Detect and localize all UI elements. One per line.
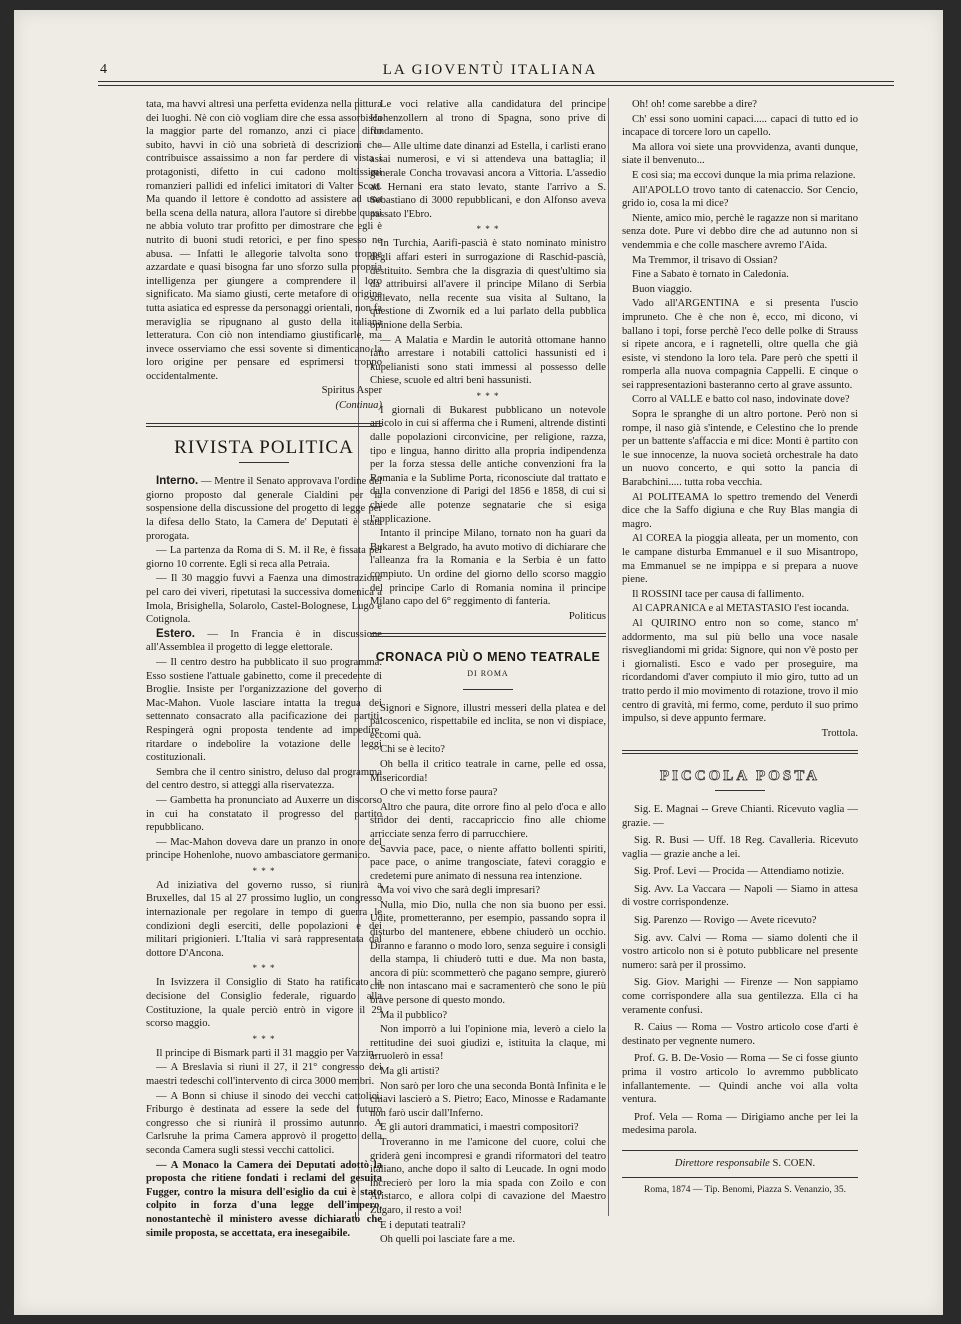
news-paragraph: I giornali di Bukarest pubblicano un notevole articolo in cui si afferma che i Rumeni, altrende distinti dalle popolazioni circonvicine, per religione, razza, tipo e lingua, hanno diritto alla propria indipendenza per la forza stessa delle antiche convenzioni fra la Romania e la Sublime Porta, riconosciute dal trattato e dalla convenzione di Parigi del 1856 e 1858, di cui si chiede alle potenze segnatarie che si esiga l'applicazione. — [370, 404, 606, 525]
chronicle-paragraph: Oh quelli poi lasciate fare a me. — [380, 1234, 516, 1246]
section-title-rivista-politica: RIVISTA POLITICA — [174, 436, 354, 458]
chronicle-paragraph: Nulla, mio Dio, nulla che non sia buono per essi. Udite, prometteranno, per esempio, passando sopra il disturbo del mantenere, ebbene chiuderò un occhio. Diranno e faranno o modo loro, senza seguire i consigli della stampa, li chiuderò tutti e due. Ma non basta, ancora di più: scommetterò che pagano sempre, giurerò che non intascano mai e sacramenterò che sono le più brave persone di questo mondo. — [370, 899, 606, 1007]
masthead-title: LA GIOVENTÙ ITALIANA — [382, 62, 598, 78]
chronicle-paragraph: Non sarò per loro che una seconda Bontà Infinita e le chiavi lascierò a S. Pietro; Eaco, Minosse e Radamante non farò uscir dall'Inferno. — [370, 1080, 606, 1119]
chronicle-paragraph: Al CAPRANICA e al METASTASIO l'est iocanda. — [632, 603, 850, 615]
chronicle-paragraph: Ma gli artisti? — [380, 1066, 440, 1077]
mail-item: Sig. avv. Calvi — Roma — siamo dolenti che il vostro articolo non si è potuto pubblicare nel presente numero: sarà per il prossimo. — [622, 932, 858, 971]
news-paragraph: Intanto il principe Milano, tornato non ha guari da Bukarest a Belgrado, ha avuto motivo di dichiarare che l'alleanza fra la Romania e la Serbia è un fatto compiuto. Un ordine del giorno dello scorso maggio del principe Carlo di Romania nomina il principe Milano capo del 6° reggimento di fanteria. — [370, 528, 606, 608]
mail-item: R. Caius — Roma — Vostro articolo cose d'arti è destinato per vegnente numero. — [622, 1022, 858, 1047]
chronicle-paragraph: Niente, amico mio, perchè le ragazze non si maritano senza dote. Pure vi debbo dire che ad autunno non si vendemmia e che colle maschere avremo l'Aida. — [622, 212, 858, 251]
chronicle-paragraph: All'APOLLO trovo tanto di catenaccio. Sor Cencio, grido io, cosa la mi dice? — [622, 184, 858, 210]
chronicle-paragraph: Oh bella il critico teatrale in carne, pelle ed ossa, Misericordia! — [370, 758, 606, 784]
news-paragraph: — A Breslavia si riunì il 27, il 21° congresso dei maestri tedeschi coll'intervento di circa 3000 membri. — [146, 1062, 382, 1087]
header-rule — [98, 81, 894, 82]
column-2 — [370, 98, 606, 1246]
chronicle-paragraph: Ma il pubblico? — [380, 1009, 448, 1021]
article-paragraph: tata, ma havvi altresì una perfetta evidenza nella pittura dei luoghi. Nè con ciò vogliam dire che essa assorbisca la maggior parte del romanzo, anzi ci piace dirlo subito, havvi in ciò una sobrietà di descrizioni che contribuisce assaissimo a non far perdere di vista i protagonisti, difetto in cui cadono moltissimi romanzieri pallidi ed infelici imitatori di Valter Scott. Ma quando il lettore è condotto ad assistere ad una bella scena della natura, allora l'autore si direbbe quasi ne abbia voluto trar profitto per dimostrare che egli è nutrito di buoni studi retorici, e per fino spesso ne abusa. — Infatti le allegorie talvolta sono troppe azzardate e quasi bisogna far uno sforzo sulla propria intelligenza per giungere a comprendere il loro significato. Ma siamo giusti, certe metafore di origine tutta asiatica ed espresse da personaggi orientali, non fa meraviglia se ripugnano al gusto della italiana letteratura. Con ciò non intendiamo giustificarle, ma invece osserviamo che essi sovente si dimenticano la loro origine per pensare ed esprimersi troppo occidentalmente. — [146, 99, 382, 382]
chronicle-paragraph: Ma voi vivo che sarà degli impresari? — [380, 885, 541, 897]
chronicle-paragraph: Ma Tremmor, il trisavo di Ossian? — [632, 254, 778, 266]
chronicle-paragraph: Buon viaggio. — [632, 283, 693, 295]
column-3 — [622, 98, 858, 1298]
chronicle-paragraph: Oh! oh! come sarebbe a dire? — [632, 99, 758, 110]
chronicle-paragraph: Troveranno in me l'amicone del cuore, colui che griderà geni incompresi e grandi riformatori del teatro italiano, anche dopo il salto di Leucade. In ogni modo increcierò per loro la mia spada con Zoilo e con Aristarco, e allora colpi di cavazione del Maestro Zugaro, il resto a voi! — [370, 1136, 606, 1216]
page-number: 4 — [100, 62, 107, 77]
news-paragraph: — Il centro destro ha pubblicato il suo programma. Esso sostiene l'attuale gabinetto, come il precedente di Broglie. Insiste per l'organizzazione del governo di Mac-Mahon. Vuole lasciare intatta la tregua dei settennato consacrato alla pacificazione dei partiti. Respingerà ogni proposta tendente ad impedire, ritardare o indebolire la votazione delle leggi costituzionali. — [146, 656, 382, 764]
title-rule — [463, 689, 513, 690]
chronicle-paragraph: Chi se è lecito? — [380, 744, 446, 756]
chronicle-paragraph: Fine a Sabato è tornato in Caledonia. — [632, 269, 789, 281]
news-paragraph: — A Bonn si chiuse il sinodo dei vecchi cattolici. Friburgo è destinata ad essere la sede del futuro congresso che si riunirà il prossimo autunno. A Carlsruhe la prima Camera approvò il progetto della seconda Camera sugli stessi vecchi cattolici. — [146, 1090, 382, 1156]
news-paragraph: In Isvizzera il Consiglio di Stato ha ratificato la decisione del Consiglio federale, riguardo alla Costituzione, la quale perciò entrò in vigore il 29 scorso maggio. — [146, 977, 382, 1030]
news-paragraph: — Mac-Mahon doveva dare un pranzo in onore del principe Hohenlohe, nuovo ambasciatore germanico. — [146, 836, 382, 862]
news-paragraph: In Turchia, Aarifi-pascià è stato nominato ministro degli affari esteri in surrogazione di Raschid-pascià, destituito. Sembra che la disgrazia di quest'ultimo sia da attribuirsi all'avere il principe Milano di Serbia sollevato, nella recente sua visita al Sultano, la questione di Zwornik ed a lui parlato della pubblica opinione della Serbia. — [370, 238, 606, 331]
news-paragraph: Interno. — Mentre il Senato approvava l'ordine del giorno proposto dal generale Cialdini per la sospensione della discussione del progetto di legge per la difesa dello Stato, la Camera de' Deputati è stata prorogata. — [146, 475, 382, 542]
section-title-piccola-posta: PICCOLA POSTA — [660, 768, 820, 785]
chronicle-paragraph: Non imporrò a lui l'opinione mia, leverò a cielo la rettitudine dei suoi giudizi e, istituita la claque, mi arruolerò in essa! — [370, 1024, 606, 1063]
footer-rule — [622, 1150, 858, 1151]
chronicle-paragraph: Savvia pace, pace, o niente affatto bollenti spiriti, pace pace, o anime trangosciate, fatevi coraggio e credetemi pure animato di nessuna rea intenzione. — [370, 843, 606, 882]
director-line: Direttore responsabile S. COEN. — [674, 1157, 816, 1169]
article-signature: Politicus — [568, 610, 606, 622]
chronicle-paragraph: Al COREA la pioggia alleata, per un momento, con le campane disturba Emmanuel e il suo Misantropo, ma Emmanuel se ne impippa e si prepara a nuove piene. — [622, 533, 858, 586]
mail-item: Sig. R. Busi — Uff. 18 Reg. Cavalleria. Ricevuto vaglia — grazie anche a lei. — [622, 835, 858, 860]
chronicle-paragraph: Al QUIRINO entro non so come, stanco m' addormento, ma sul più bello una voce nasale risvegliandomi mi grida: Signore, qui non v'è posto per i giornalisti. Esco e vado per proseguire, ma ricordandomi d'aver compiuto il mio giro, tutto ad un tratto perdo il mio movimento di rotazione, trovo il mio centro di gravità, mi fermo, come, perduto il suo primo impulso, si deve appunto fermare. — [622, 617, 858, 725]
interno-lead: Interno. — [156, 475, 199, 488]
news-paragraph: Il principe di Bismark partì il 31 maggio per Varzin. — [156, 1047, 377, 1059]
mail-item: Sig. E. Magnai -- Greve Chianti. Ricevuto vaglia — grazie. — — [622, 803, 858, 829]
chronicle-paragraph: Altro che paura, dite orrore fino al pelo d'oca e allo stridor dei denti, raccapriccio fino alle chiome arricciate senza ferro di parrucchiere. — [370, 801, 606, 840]
column-1 — [146, 98, 382, 1239]
mail-item: Sig. Prof. Levi — Procida — Attendiamo notizie. — [634, 866, 845, 878]
mail-item: Prof. Vela — Roma — Dirigiamo anche per lei la medesima parola. — [622, 1111, 858, 1137]
asterism: * * * — [476, 390, 500, 401]
printer-imprint: Roma, 1874 — Tip. Benomi, Piazza S. Venanzio, 35. — [644, 1184, 846, 1195]
title-rule — [715, 790, 765, 791]
news-paragraph: Sembra che il centro sinistro, deluso dal programma del centro destro, si atteggi alla riservatezza. — [146, 766, 382, 792]
asterism: * * * — [252, 865, 276, 876]
news-paragraph: — A Malatia e Mardin le autorità ottomane hanno fatto arrestare i notabili cattolici hassunisti ed i kupelianisti sono stati immessi al possesso delle Chiese, scuole ed altri beni hassunisti. — [370, 334, 606, 387]
news-paragraph: — A Monaco la Camera dei Deputati adottò la proposta che ritiene fondati i reclami del gesuita Fugger, contro la misura dell'esiglio da cui è stato colpito in forza d'una legge dell'impero, nonostantechè il ministero avesse dichiarato che simile proposta, se accettata, era inesegaibile. — [146, 1159, 382, 1239]
chronicle-paragraph: E così sia; ma eccovi dunque la mia prima relazione. — [632, 169, 856, 181]
news-paragraph: Le voci relative alla candidatura del principe Hohenzollern al trono di Spagna, sono prive di fondamento. — [370, 99, 606, 138]
news-paragraph: — Il 30 maggio fuvvi a Faenza una dimostrazione pel caro dei viveri, ripetutasi la successiva domenica a Imola, Brisighella, Solarolo, Castel-Bolognese, Lugo e Cotignola. — [146, 573, 382, 626]
chronicle-paragraph: E i deputati teatrali? — [380, 1219, 466, 1231]
chronicle-paragraph: Al POLITEAMA lo spettro tremendo del Venerdì dice che la Saffo digiuna e che Ruy Blas mangia di magro. — [622, 491, 858, 530]
asterism: * * * — [252, 963, 276, 974]
chronicle-paragraph: E gli autori drammatici, i maestri compositori? — [380, 1122, 579, 1134]
news-paragraph: Estero. — In Francia è in discussione all'Assemblea il progetto di legge elettorale. — [146, 627, 382, 654]
estero-lead: Estero. — [156, 627, 195, 640]
mail-item: Prof. G. B. De-Vosio — Roma — Se ci fosse giunto prima il vostro articolo lo avremmo pubblicato infallantemente. — Quindi anche voi alla volta ventura. — [622, 1053, 858, 1106]
chronicle-paragraph: Il ROSSINI tace per causa di fallimento. — [632, 588, 805, 600]
print-mark — [355, 1212, 357, 1220]
mail-item: Sig. Giov. Marighi — Firenze — Non sappiamo come corrispondere alla sua gentilezza. Ella ci ha veramente confusi. — [622, 977, 858, 1016]
chronicle-paragraph: O che vi metto forse paura? — [380, 787, 498, 799]
asterism: * * * — [252, 1033, 276, 1044]
news-paragraph: — Alle ultime date dinanzi ad Estella, i carlisti erano assai numerosi, e vi si attendeva una battaglia; il generale Concha trovavasi ancora a Vittoria. L'assedio ad Hernani era stato levato, stante l'arrivo a S. Sebastiano di 3000 repubblicani, e don Alfonso aveva passato l'Ebro. — [370, 140, 606, 220]
chronicle-paragraph: Sopra le spranghe di un altro portone. Però non si rompe, il naso già s'intende, e Celestino che lo prende per un battente s'affaccia e mi dice: Monti è partito con le sue innocenze, la nuova società orchestrale ha dato un nuovo concerto, e qui sotto la pancia di Barabchini..... tutta roba vecchia. — [622, 409, 858, 489]
chronicle-paragraph: Ch' essi sono uomini capaci..... capaci di tutto ed io incapace di torcere loro un capello. — [622, 113, 858, 139]
chronicle-paragraph: Corro al VALLE e batto col naso, indovinate dove? — [632, 394, 850, 406]
chronicle-paragraph: Signori e Signore, illustri messeri della platea e del palcoscenico, rispettabile ed inclita, se non vi dispiace, eccomi quà. — [370, 702, 606, 741]
news-paragraph: Ad iniziativa del governo russo, si riunirà a Bruxelles, dal 15 al 27 prossimo luglio, un congresso internazionale per regolare in tempo di guerra le condizioni degli eserciti, delle popolazioni e dei militari prigionieri. L'Italia vi sarà rappresentata dal dottore D'Ancona. — [146, 879, 382, 959]
news-paragraph: — La partenza da Roma di S. M. il Re, è fissata pel giorno 10 corrente. Egli si reca alla Petraia. — [146, 545, 382, 570]
header-rule-thin — [98, 85, 894, 86]
section-divider — [622, 750, 858, 754]
title-rule — [239, 462, 289, 463]
asterism: * * * — [476, 224, 500, 235]
section-divider — [146, 423, 382, 427]
mail-item: Sig. Parenzo — Rovigo — Avete ricevuto? — [634, 915, 817, 927]
section-divider — [370, 633, 606, 637]
chronicle-paragraph: Ma allora voi siete una provvidenza, avanti dunque, siate il benvenuto... — [622, 141, 858, 167]
mail-list — [622, 803, 858, 1138]
news-paragraph: — Gambetta ha pronunciato ad Auxerre un discorso in cui ha constatato il progresso del partito repubblicano. — [146, 794, 382, 834]
section-title-cronaca: CRONACA PIÙ O MENO TEATRALE — [375, 650, 601, 665]
article-signature: Spiritus Asper — [321, 385, 382, 397]
chronicle-paragraph: Vado all'ARGENTINA e si presenta l'uscio impruneto. Che è che non è, ecco, mi dicono, vi ballano i topi, forse perchè l'eco delle polke di Strauss si ripete ancora, e i ragnetelli, oltre quella che già esiste, vi stendono la loro tela. Pare però che spetti il romperla alla nuova compagnia Cappelli. E cinque o sei rappresentazioni basteranno certo al grave assunto. — [622, 298, 858, 391]
footer-rule — [622, 1177, 858, 1178]
section-subtitle: DI ROMA — [467, 668, 509, 678]
mail-item: Sig. Avv. La Vaccara — Napoli — Siamo in attesa di vostre corrispondenze. — [622, 883, 858, 909]
column-divider-2 — [608, 98, 609, 1216]
continua-note: (Continua) — [335, 400, 382, 412]
article-signature: Trottola. — [821, 727, 858, 739]
